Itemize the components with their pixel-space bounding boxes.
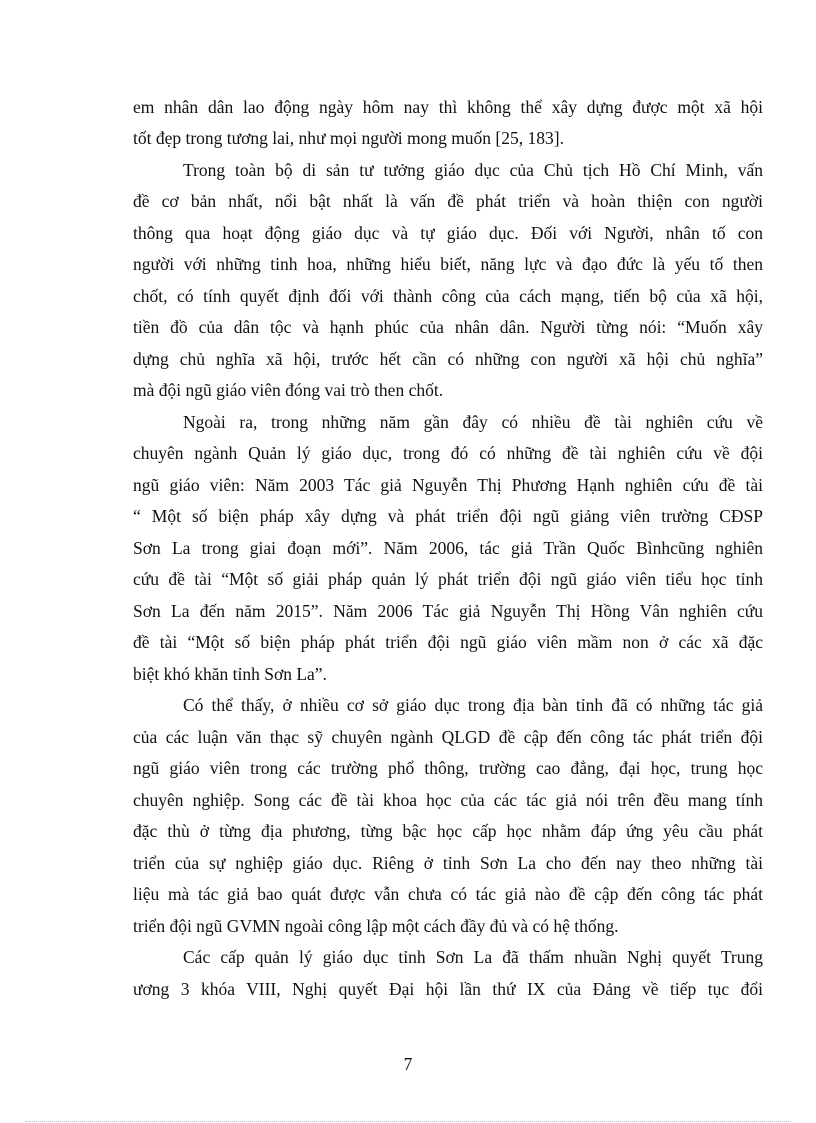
- text-line: tiền đồ của dân tộc và hạnh phúc của nhân dân. Người từng nói: “Muốn xây: [133, 317, 763, 337]
- text-line: tốt đẹp trong tương lai, như mọi người mong muốn [25, 183].: [133, 128, 564, 148]
- text-line: chuyên ngành Quản lý giáo dục, trong đó có những đề tài nghiên cứu về đội: [133, 443, 763, 463]
- text-line: “ Một số biện pháp xây dựng và phát triển đội ngũ giảng viên trường CĐSP: [133, 506, 763, 526]
- text-line: đề cơ bản nhất, nổi bật nhất là vấn đề phát triển và hoàn thiện con người: [133, 191, 763, 211]
- text-line: liệu mà tác giả bao quát được vẫn chưa có tác giả nào đề cập đến công tác phát: [133, 884, 763, 904]
- text-line: em nhân dân lao động ngày hôm nay thì không thể xây dựng được một xã hội: [133, 97, 763, 117]
- text-line: đề tài “Một số biện pháp phát triển đội ngũ giáo viên mầm non ở các xã đặc: [133, 632, 763, 652]
- text-line: cứu đề tài “Một số giải pháp quản lý phát triển đội ngũ giáo viên tiểu học tỉnh: [133, 569, 763, 589]
- text-line: người với những tinh hoa, những hiểu biết, năng lực và đạo đức là yếu tố then: [133, 254, 763, 274]
- text-line: Ngoài ra, trong những năm gần đây có nhiều đề tài nghiên cứu về: [183, 412, 763, 432]
- text-line: dựng chủ nghĩa xã hội, trước hết cần có những con người xã hội chủ nghĩa”: [133, 349, 763, 369]
- text-line: ngũ giáo viên trong các trường phổ thông, trường cao đẳng, đại học, trung học: [133, 758, 763, 778]
- text-line: Sơn La đến năm 2015”. Năm 2006 Tác giả Nguyễn Thị Hồng Vân nghiên cứu: [133, 601, 763, 621]
- text-line: triển của sự nghiệp giáo dục. Riêng ở tỉnh Sơn La cho đến nay theo những tài: [133, 853, 763, 873]
- text-line: Sơn La trong giai đoạn mới”. Năm 2006, tác giả Trần Quốc Bìnhcũng nghiên: [133, 538, 763, 558]
- text-line: thông qua hoạt động giáo dục và tự giáo dục. Đối với Người, nhân tố con: [133, 223, 763, 243]
- text-line: ương 3 khóa VIII, Nghị quyết Đại hội lần thứ IX của Đảng về tiếp tục đổi: [133, 979, 763, 999]
- text-line: ngũ giáo viên: Năm 2003 Tác giả Nguyễn Thị Phương Hạnh nghiên cứu đề tài: [133, 475, 763, 495]
- footer-divider: [25, 1121, 791, 1122]
- text-line: Các cấp quản lý giáo dục tỉnh Sơn La đã thấm nhuần Nghị quyết Trung: [183, 947, 763, 967]
- text-line: của các luận văn thạc sỹ chuyên ngành QLGD đề cập đến công tác phát triển đội: [133, 727, 763, 747]
- text-line: biệt khó khăn tỉnh Sơn La”.: [133, 664, 327, 684]
- page-number: 7: [403, 1054, 413, 1074]
- text-line: triển đội ngũ GVMN ngoài công lập một cách đầy đủ và có hệ thống.: [133, 916, 619, 936]
- text-line: mà đội ngũ giáo viên đóng vai trò then chốt.: [133, 380, 444, 400]
- text-line: Có thể thấy, ở nhiều cơ sở giáo dục trong địa bàn tỉnh đã có những tác giả: [183, 695, 763, 715]
- text-line: chuyên nghiệp. Song các đề tài khoa học của các tác giả nói trên đều mang tính: [133, 790, 763, 810]
- text-line: đặc thù ở từng địa phương, từng bậc học cấp học nhằm đáp ứng yêu cầu phát: [133, 821, 763, 841]
- text-line: chốt, có tính quyết định đối với thành công của cách mạng, tiến bộ của xã hội,: [133, 286, 763, 306]
- text-line: Trong toàn bộ di sản tư tưởng giáo dục của Chủ tịch Hồ Chí Minh, vấn: [183, 160, 763, 180]
